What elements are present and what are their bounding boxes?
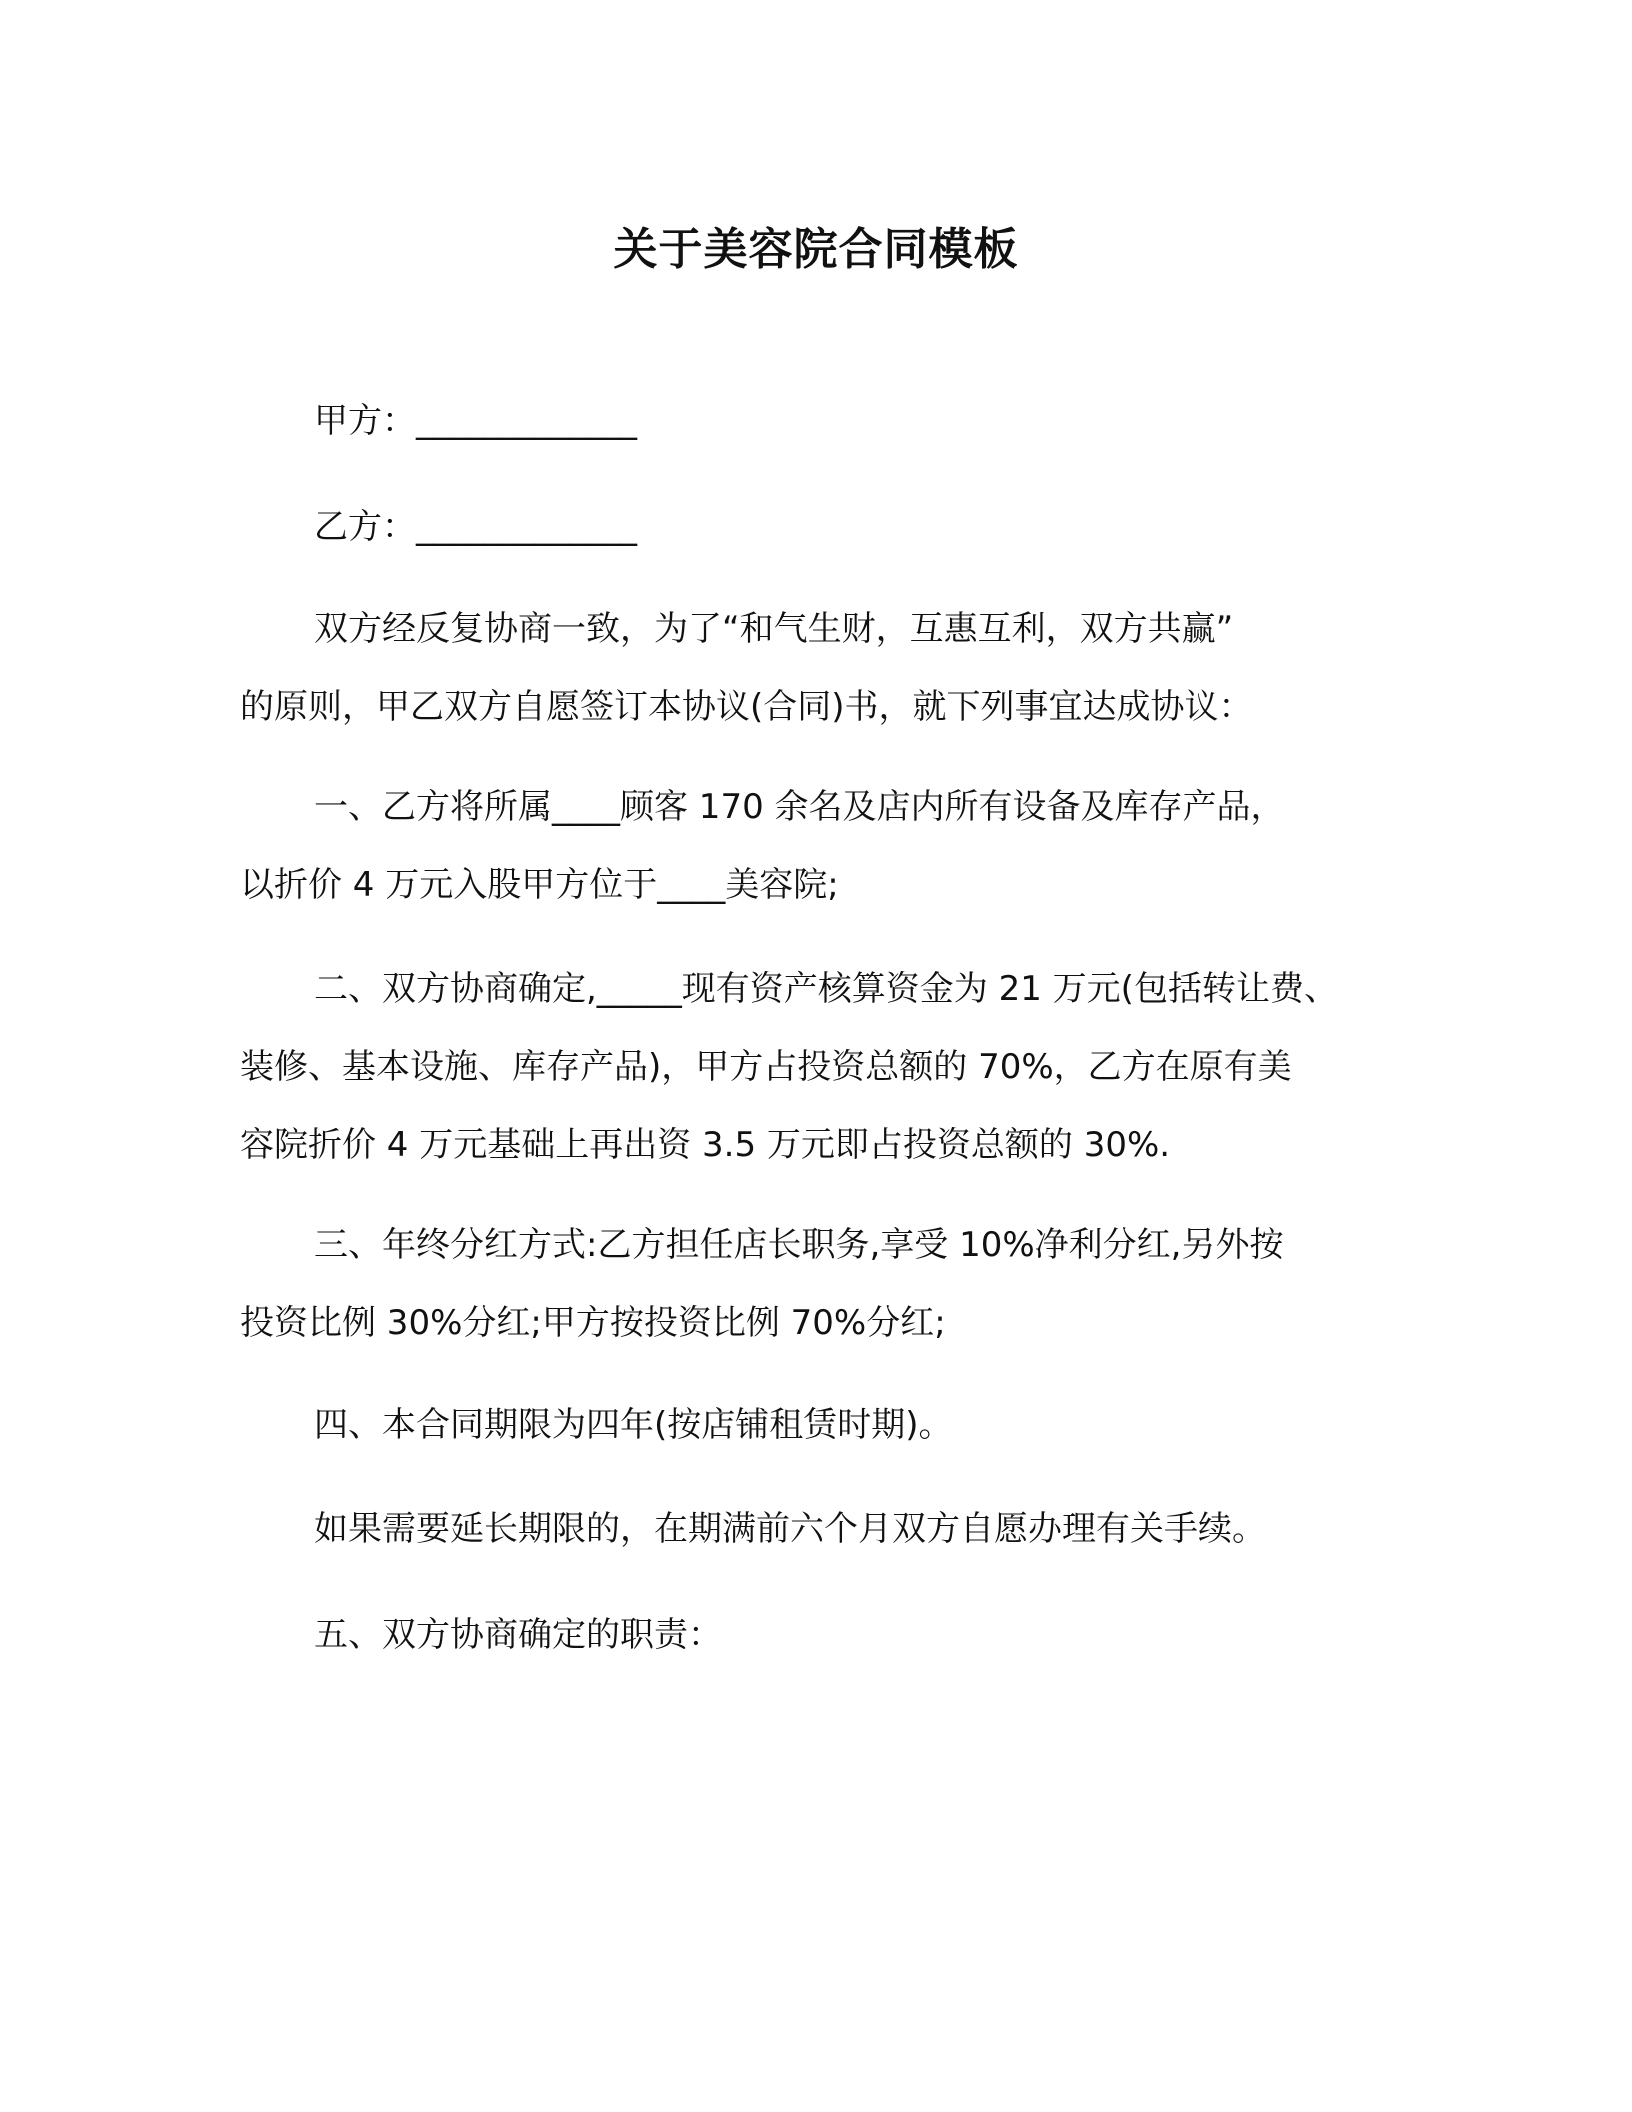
clause-3-line-1: 三、年终分红方式:乙方担任店长职务,享受 10%净利分红,另外按: [314, 1225, 1284, 1265]
clause-5: 五、双方协商确定的职责：: [314, 1615, 722, 1655]
clause-1-line-1: 一、乙方将所属____顾客 170 余名及店内所有设备及库存产品，: [314, 787, 1285, 827]
clause-2-line-3: 容院折价 4 万元基础上再出资 3.5 万元即占投资总额的 30%.: [240, 1125, 1171, 1165]
intro-line-2: 的原则，甲乙双方自愿签订本协议(合同)书，就下列事宜达成协议：: [240, 687, 1253, 727]
intro-line-1: 双方经反复协商一致，为了“和气生财，互惠互利，双方共赢”: [314, 609, 1234, 649]
intro-paragraph: [240, 590, 1390, 746]
clause-3-line-2: 投资比例 30%分红;甲方按投资比例 70%分红;: [240, 1303, 946, 1343]
party-a-line: 甲方：_____________: [314, 401, 637, 441]
document-title: 关于美容院合同模板: [613, 224, 1019, 275]
clause-1: [240, 768, 1390, 924]
clause-2-line-1: 二、双方协商确定,_____现有资产核算资金为 21 万元(包括转让费、: [314, 969, 1338, 1009]
clause-4: 四、本合同期限为四年(按店铺租赁时期)。: [314, 1405, 953, 1445]
clause-2-line-2: 装修、基本设施、库存产品)，甲方占投资总额的 70%，乙方在原有美: [240, 1047, 1292, 1087]
clause-2: [240, 950, 1390, 1184]
clause-1-line-2: 以折价 4 万元入股甲方位于____美容院;: [240, 865, 839, 905]
extension-note: 如果需要延长期限的，在期满前六个月双方自愿办理有关手续。: [314, 1509, 1266, 1549]
clause-3: [240, 1206, 1390, 1362]
party-b-line: 乙方：_____________: [314, 507, 637, 547]
